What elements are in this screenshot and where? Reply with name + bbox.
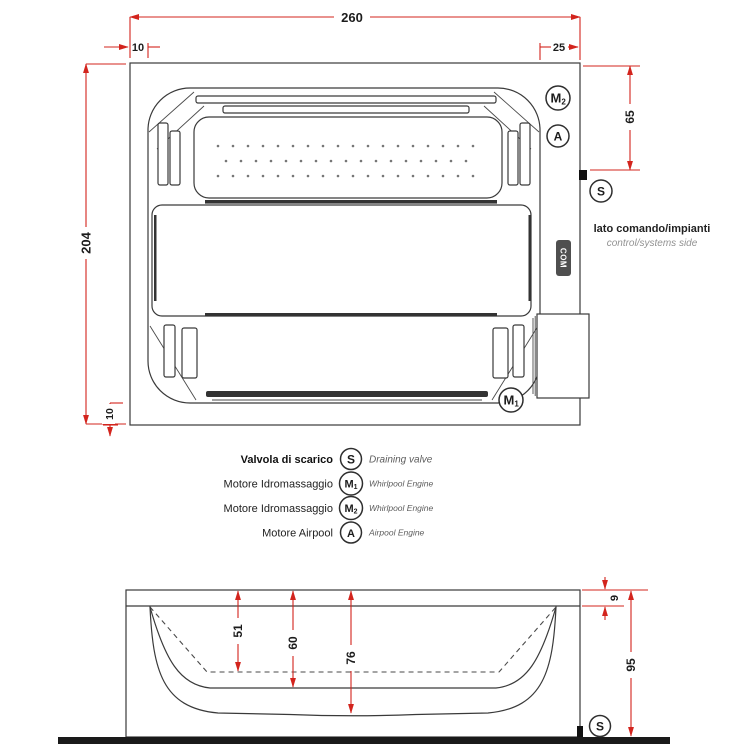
legend-label-it: Motore Idromassaggio [223,503,333,515]
svg-text:10: 10 [131,42,145,54]
legend-row-whirlpool-1 [224,472,434,495]
dim-bottom-corner [102,403,123,436]
badge-a-letter: A [553,129,563,144]
badge-a [547,125,569,147]
dim-rim-height [582,577,648,620]
svg-text:9: 9 [609,594,621,602]
control-side-note-it: lato comando/impianti [593,223,711,235]
svg-text:60: 60 [286,636,300,650]
svg-text:260: 260 [341,10,363,25]
legend [224,449,434,544]
badge-m2-letter: M [550,90,562,106]
dim-corner-left [104,42,160,58]
dim-shell-depth [343,591,358,713]
svg-text:10: 10 [103,408,116,420]
legend-row-airpool [262,522,424,543]
side-badge-s [590,716,611,737]
svg-text:25: 25 [552,42,566,54]
svg-text:S: S [346,452,356,467]
top-view [78,10,710,436]
badge-s [590,180,612,202]
drain-fitting [579,170,587,180]
legend-label-en: Whirlpool Engine [369,478,434,489]
footrest-bar [206,391,488,397]
headrest-slats [196,96,496,113]
side-view [58,577,670,744]
com-panel [556,240,571,276]
svg-text:M2: M2 [344,503,358,516]
badge-m2 [546,86,570,110]
legend-row-whirlpool-2 [224,497,434,520]
dim-total-width [130,10,580,60]
badge-m1-letter: M [503,392,515,408]
svg-text:76: 76 [344,651,358,665]
legend-label-it: Motore Airpool [262,527,333,540]
legend-label-it: Valvola di scarico [240,454,333,466]
legend-label-it: Motore Idromassaggio [223,478,333,491]
dim-corner-right [540,42,578,60]
dim-drain-offset [583,66,640,170]
seat-section [152,200,531,316]
svg-text:65: 65 [623,110,637,124]
backrest-panel [194,117,502,198]
floor-line [58,737,670,744]
svg-text:M1: M1 [344,478,358,491]
dim-total-depth [78,64,126,424]
com-panel-label: COM [558,247,568,269]
dim-total-height [623,591,638,736]
legend-label-en: Whirlpool Engine [369,503,434,513]
svg-text:51: 51 [231,624,245,638]
pump-box [533,314,589,398]
svg-text:S: S [595,719,605,734]
badge-m1-sub: 1 [514,399,519,409]
badge-m2-sub: 2 [561,97,566,107]
svg-text:95: 95 [624,658,638,672]
svg-text:A: A [347,528,355,540]
control-side-note-en: control/systems side [606,238,698,249]
legend-row-draining-valve [241,449,433,470]
legend-label-en: Airpool Engine [369,527,425,538]
dim-water-depth [230,591,245,671]
side-drain-fitting [577,726,583,737]
badge-s-letter: S [596,184,606,199]
svg-text:204: 204 [78,232,94,254]
badge-m1 [499,388,523,412]
legend-label-en: Draining valve [369,454,433,466]
